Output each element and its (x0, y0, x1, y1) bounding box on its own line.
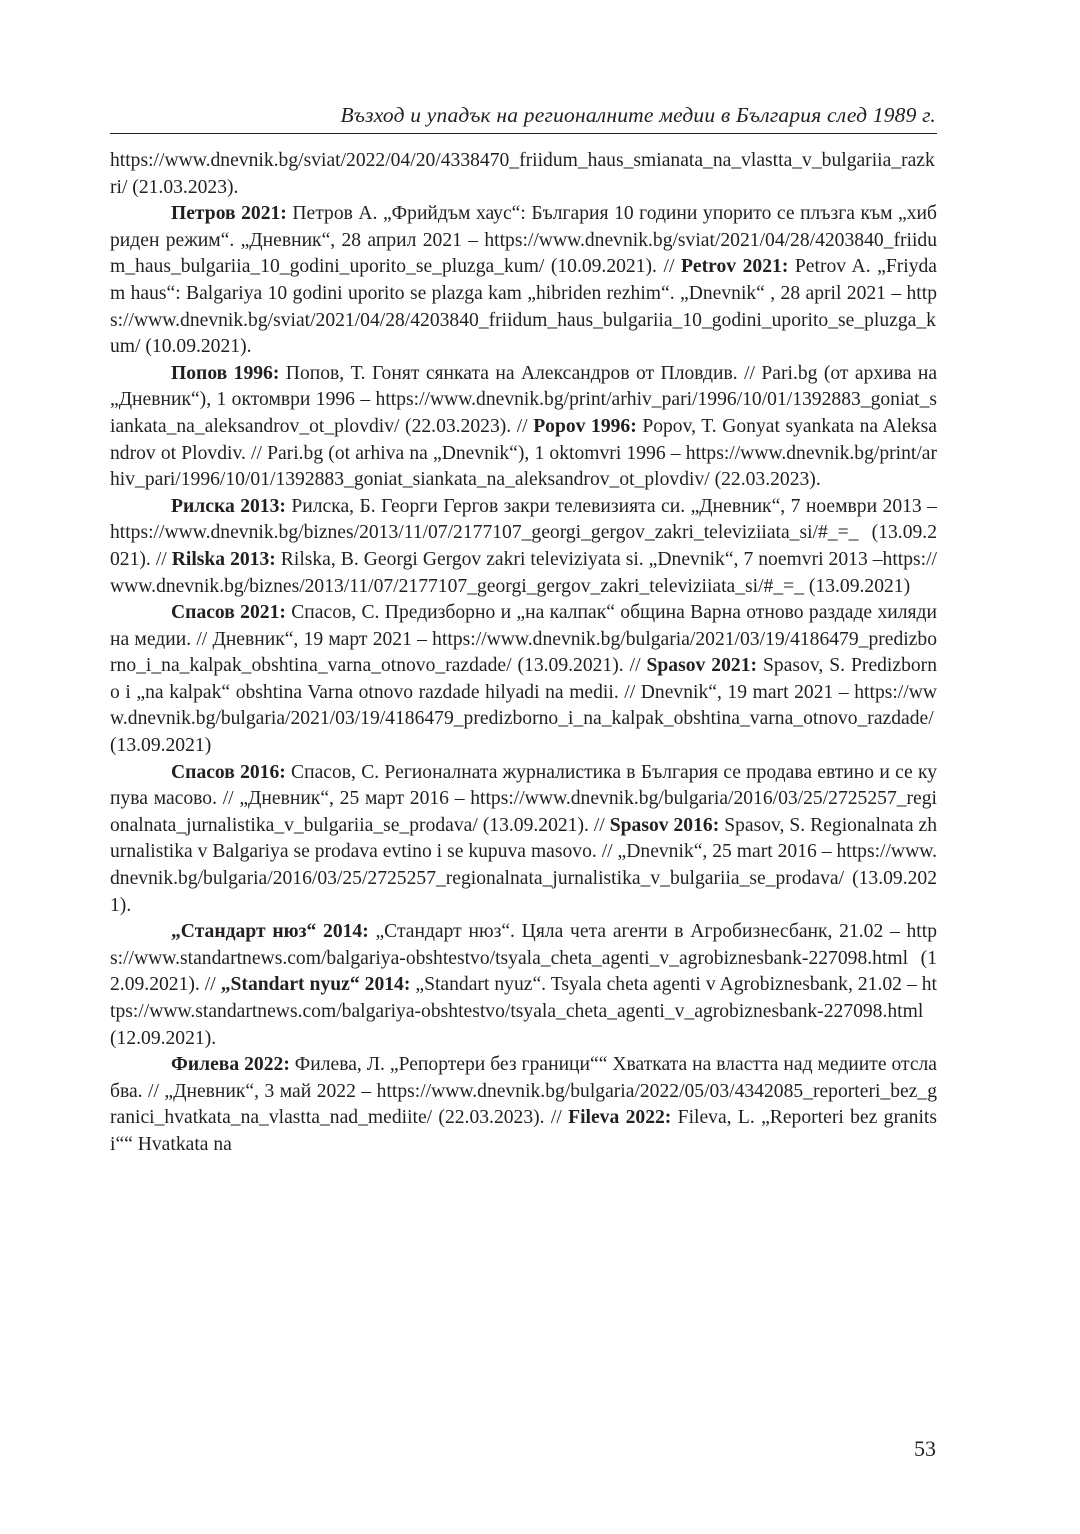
bibliography-entry (110, 494, 937, 600)
bibliography-entry (110, 760, 937, 920)
entry-lead-translit: Popov 1996: (533, 415, 637, 437)
entry-lead-translit: Petrov 2021: (680, 256, 789, 278)
entry-text-translit: Spasov, S. Regionalnata zhurnalistika v Balgariya se prodava evtino i se kupuva masovo. // „Dnevnik“, 25 mart 2016 – https://www.dnevnik.bg/bulgaria/2016/03/25/2725257_regionalnata_jurnalistika_v_bulgariia_se_prodava/ (13.09.2021). (110, 814, 937, 916)
entry-text-translit: Petrov A. „Friydam haus“: Balgariya 10 godini uporito se plazga kam „hibriden rezhim“. „Dnevnik“ , 28 april 2021 – https://www.dnevnik.bg/sviat/2021/04/28/4203840_friidum_haus_bulgariia_10_godini_uporito_se_pluzga_kum/ (10.09.2021). (110, 256, 937, 358)
entry-text-translit: Spasov, S. Predizborno i „na kalpak“ obshtina Varna otnovo razdade hilyadi na medii. // Dnevnik“, 19 mart 2021 – https://www.dnevnik.bg/bulgaria/2021/03/19/4186479_predizborno_i_na_kalpak_obshtina_varna_otnovo_razdade/ (13.09.2021) (110, 655, 937, 757)
entry-lead: Филева 2022: (171, 1054, 290, 1076)
running-header: Възход и упадък на регионалните медии в България след 1989 г. (340, 103, 936, 127)
entry-lead: „Стандарт нюз“ 2014: (171, 921, 369, 943)
entry-lead-translit: Rilska 2013: (171, 548, 276, 570)
entry-lead-translit: „Standart nyuz“ 2014: (220, 974, 411, 996)
bibliography-entry (110, 201, 937, 361)
bibliography-list (110, 148, 937, 1159)
entry-text: Рилска, Б. Георги Гергов закри телевизията си. „Дневник“, 7 ноември 2013 – https://www.dnevnik.bg/biznes/2013/11/07/2177107_georgi_gergov_zakri_televiziiata_si/#_=_ (13.09.2021). // (110, 495, 937, 570)
entry-lead: Петров 2021: (171, 203, 287, 225)
page-number: 53 (914, 1436, 936, 1461)
bibliography-entry (110, 361, 937, 494)
entry-text-translit: Fileva, L. „Reporteri bez granitsi““ Hvatkata na (110, 1107, 937, 1155)
entry-text-translit: Popov, T. Gonyat syankata na Aleksandrov ot Plovdiv. // Pari.bg (ot arhiva na „Dnevnik“), 1 oktomvri 1996 – https://www.dnevnik.bg/print/arhiv_pari/1996/10/01/1392883_goniat_siankata_na_aleksandrov_ot_plovdiv/ (22.03.2023). (110, 415, 937, 491)
entry-text: Спасов, С. Регионалната журналистика в България се продава евтино и се купува масово. // „Дневник“, 25 март 2016 – https://www.dnevnik.bg/bulgaria/2016/03/25/2725257_regionalnata_jurnalistika_v_bulgariia_se_prodava/ (13.09.2021). // (110, 761, 937, 836)
entry-text-translit: Rilska, B. Georgi Gergov zakri televiziyata si. „Dnevnik“, 7 noemvri 2013 –https://www.dnevnik.bg/biznes/2013/11/07/2177107_georgi_gergov_zakri_televiziiata_si/#_=_ (13.09.2021) (110, 548, 937, 597)
bibliography-entry (110, 1052, 937, 1158)
entry-lead: Спасов 2021: (171, 602, 286, 624)
entry-text: Филева, Л. „Репортери без граници““ Хватката на властта над медиите отслабва. // „Дневник“, 3 май 2022 – https://www.dnevnik.bg/bulgaria/2022/05/03/4342085_reporteri_bez_granici_hvatkata_na_vlastta_nad_mediite/ (22.03.2023). // (110, 1054, 937, 1129)
entry-text: https://www.dnevnik.bg/sviat/2022/04/20/4338470_friidum_haus_smianata_na_vlastta_v_bulgariia_razkri/ (21.03.2023). (110, 150, 935, 198)
entry-lead-translit: Spasov 2021: (646, 655, 758, 677)
bibliography-entry (110, 600, 937, 760)
entry-lead: Спасов 2016: (171, 761, 286, 783)
entry-lead-translit: Fileva 2022: (568, 1107, 672, 1129)
bibliography-entry (110, 919, 937, 1052)
entry-text: Попов, Т. Гонят сянката на Александров от Пловдив. // Pari.bg (от архива на „Дневник“), 1 октомври 1996 – https://www.dnevnik.bg/print/arhiv_pari/1996/10/01/1392883_goniat_siankata_na_aleksandrov_ot_plovdiv/ (22.03.2023). // (110, 362, 938, 437)
entry-text: Спасов, С. Предизборно и „на калпак“ община Варна отново раздаде хиляди на медии. // Дневник“, 19 март 2021 – https://www.dnevnik.bg/bulgaria/2021/03/19/4186479_predizborno_i_na_kalpak_obshtina_varna_otnovo_razdade/ (13.09.2021). // (110, 602, 937, 677)
entry-text: „Стандарт нюз“. Цяла чета агенти в Агробизнесбанк, 21.02 – https://www.standartnews.com/balgariya-obshtestvo/tsyala_cheta_agenti_v_agrobiznesbank-227098.html (12.09.2021). // (110, 921, 937, 996)
entry-lead: Попов 1996: (171, 362, 280, 384)
bibliography-entry (110, 148, 937, 201)
entry-text-translit: „Standart nyuz“. Tsyala cheta agenti v Agrobiznesbank, 21.02 – https://www.standartnews.com/balgariya-obshtestvo/tsyala_cheta_agenti_v_agrobiznesbank-227098.html (12.09.2021). (110, 974, 937, 1049)
entry-lead: Рилска 2013: (171, 495, 286, 517)
entry-lead-translit: Spasov 2016: (609, 814, 720, 836)
header-rule (110, 133, 937, 134)
entry-text: Петров А. „Фрийдъм хаус“: България 10 години упорито се плъзга към „хибриден режим“. „Дневник“, 28 април 2021 – https://www.dnevnik.bg/sviat/2021/04/28/4203840_friidum_haus_bulgariia_10_godini_uporito_se_pluzga_kum/ (10.09.2021). // (110, 203, 937, 278)
